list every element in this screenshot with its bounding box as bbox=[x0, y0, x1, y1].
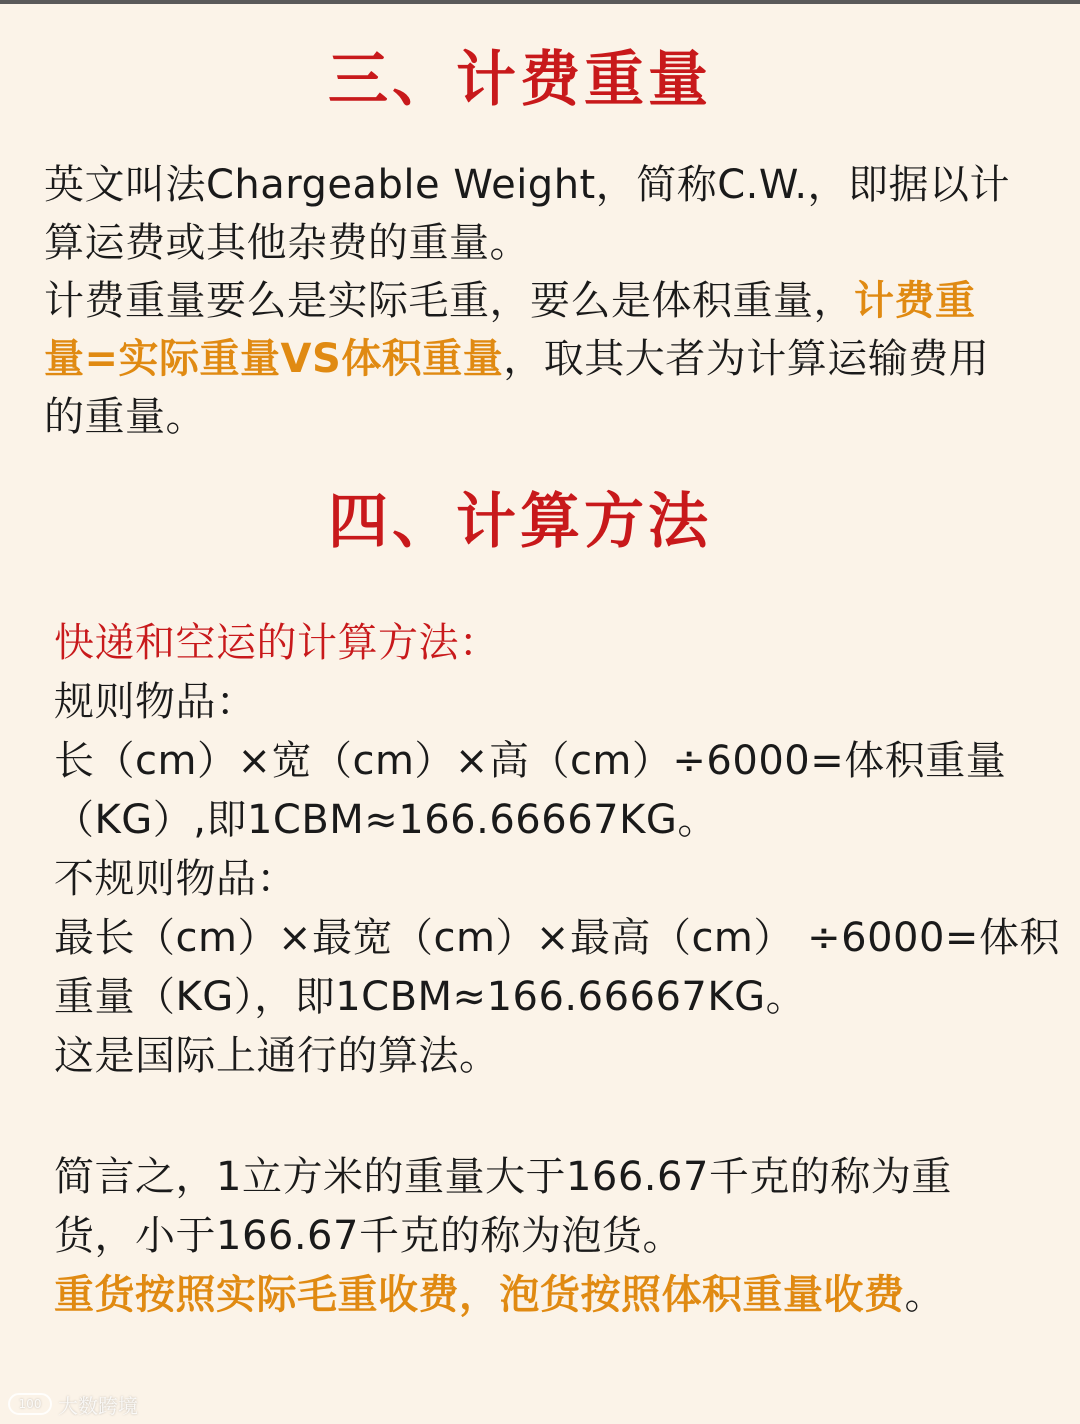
intro-line-3 bbox=[44, 272, 1044, 330]
international-note: 这是国际上通行的算法。 bbox=[54, 1033, 500, 1079]
watermark bbox=[8, 1388, 138, 1420]
summary-line-1: 简言之，1立方米的重量大于166.67千克的称为重 bbox=[54, 1154, 952, 1200]
watermark-logo-icon: 100 bbox=[8, 1393, 52, 1415]
intro-line-4-text: ，取其大者为计算运输费用 bbox=[503, 336, 990, 382]
intro-line-3-text: 计费重量要么是实际毛重，要么是体积重量， bbox=[44, 278, 854, 324]
method-subtitle: 快递和空运的计算方法： bbox=[54, 620, 500, 666]
intro-line-2: 算运费或其他杂费的重量。 bbox=[44, 220, 530, 266]
regular-formula-line-2: （KG）,即1CBM≈166.66667KG。 bbox=[54, 797, 718, 843]
summary-line-2: 货，小于166.67千克的称为泡货。 bbox=[54, 1213, 683, 1259]
section-4-body bbox=[54, 614, 1060, 1086]
top-border bbox=[0, 0, 1080, 4]
regular-formula-line-1: 长（cm）×宽（cm）×高（cm）÷6000=体积重量 bbox=[54, 738, 1007, 784]
intro-line-1: 英文叫法Chargeable Weight，简称C.W.，即据以计 bbox=[44, 162, 1011, 208]
section-4-title: 四、计算方法 bbox=[328, 487, 712, 557]
section-3-body bbox=[44, 156, 1044, 446]
intro-line-5: 的重量。 bbox=[44, 394, 206, 440]
watermark-text: 大数跨境 bbox=[58, 1393, 138, 1418]
section-3-title: 三、计费重量 bbox=[328, 45, 712, 115]
intro-line-4-highlight: 量=实际重量VS体积重量 bbox=[44, 336, 504, 382]
summary-highlight: 重货按照实际毛重收费，泡货按照体积重量收费 bbox=[54, 1272, 905, 1318]
intro-line-4 bbox=[44, 330, 1044, 388]
regular-items-label: 规则物品： bbox=[54, 679, 257, 725]
summary-line-3-end: 。 bbox=[904, 1272, 945, 1318]
irregular-items-label: 不规则物品： bbox=[54, 856, 297, 902]
irregular-formula-line-1: 最长（cm）×最宽（cm）×最高（cm） ÷6000=体积 bbox=[54, 915, 1060, 961]
irregular-formula-line-2: 重量（KG），即1CBM≈166.66667KG。 bbox=[54, 974, 807, 1020]
intro-line-3-highlight: 计费重 bbox=[854, 278, 976, 324]
summary-line-3 bbox=[54, 1266, 1054, 1325]
summary-block bbox=[54, 1148, 1054, 1325]
